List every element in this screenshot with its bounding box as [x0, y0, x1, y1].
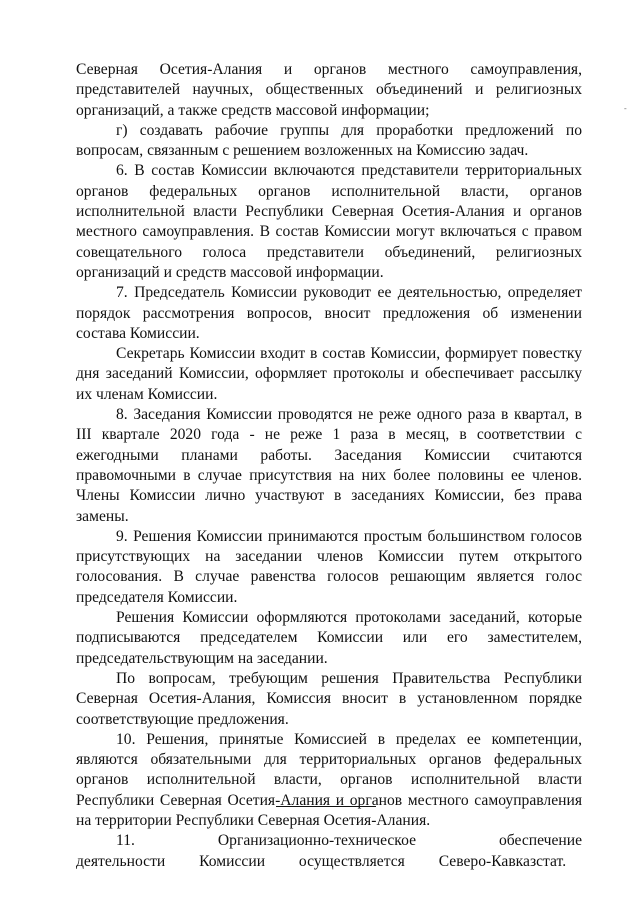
paragraph-item-7: 7. Председатель Комиссии руководит ее деятельностью, определяет порядок рассмотрения вопросов, вносит предложения об изменении состава Комиссии.	[76, 284, 582, 342]
paragraph-continuation: Северная Осетия-Алания и органов местного самоуправления, представителей научных, общественных объединений и религиозных организаций, а также средств массовой информации;	[76, 61, 582, 119]
paragraph-secretary: Секретарь Комиссии входит в состав Комиссии, формирует повестку дня заседаний Комиссии, оформляет протоколы и обеспечивает рассылку их членам Комиссии.	[76, 345, 582, 403]
paragraph-item-g: г) создавать рабочие группы для проработки предложений по вопросам, связанным с решением возложенных на Комиссию задач.	[76, 121, 582, 160]
paragraph-item-11: 11. Организационно-техническое обеспечение деятельности Комиссии осуществляется Северо-Кавказстат.	[76, 832, 582, 870]
end-separator-line	[276, 806, 376, 807]
edge-mark: -	[624, 104, 627, 113]
paragraph-item-6: 6. В состав Комиссии включаются представители территориальных органов федеральных органов исполнительной власти, органов исполнительной власти Республики Северная Осетия-Алания и органов местного самоуправления. В состав Комиссии могут включаться с правом совещательного голоса представители объединений, религиозных организаций и средств массовой информации.	[76, 162, 582, 281]
paragraph-protocols: Решения Комиссии оформляются протоколами заседаний, которые подписываются председателем Комиссии или его заместителем, председательствующим на заседании.	[76, 609, 582, 667]
paragraph-item-9: 9. Решения Комиссии принимаются простым большинством голосов присутствующих на заседании членов Комиссии путем открытого голосования. В случае равенства голосов решающим является голос председателя Комиссии.	[76, 527, 582, 606]
paragraph-item-10: 10. Решения, принятые Комиссией в пределах ее компетенции, являются обязательными для территориальных органов федеральных органов исполнительной власти, органов исполнительной власти Республики Северная Осетия-Алания и органов местного самоуправления на территории Республики Северная Осетия-Алания.	[76, 730, 582, 829]
paragraph-item-8: 8. Заседания Комиссии проводятся не реже одного раза в квартал, в III квартале 2020 года - не реже 1 раза в месяц, в соответствии с ежегодными планами работы. Заседания Комиссии считаются правомочными в случае присутствия на них более половины ее членов. Члены Комиссии лично участвуют в заседаниях Комиссии, без права замены.	[76, 406, 582, 525]
paragraph-government-questions: По вопросам, требующим решения Правительства Республики Северная Осетия-Алания, Комиссия вносит в установленном порядке соответствующие предложения.	[76, 669, 582, 728]
